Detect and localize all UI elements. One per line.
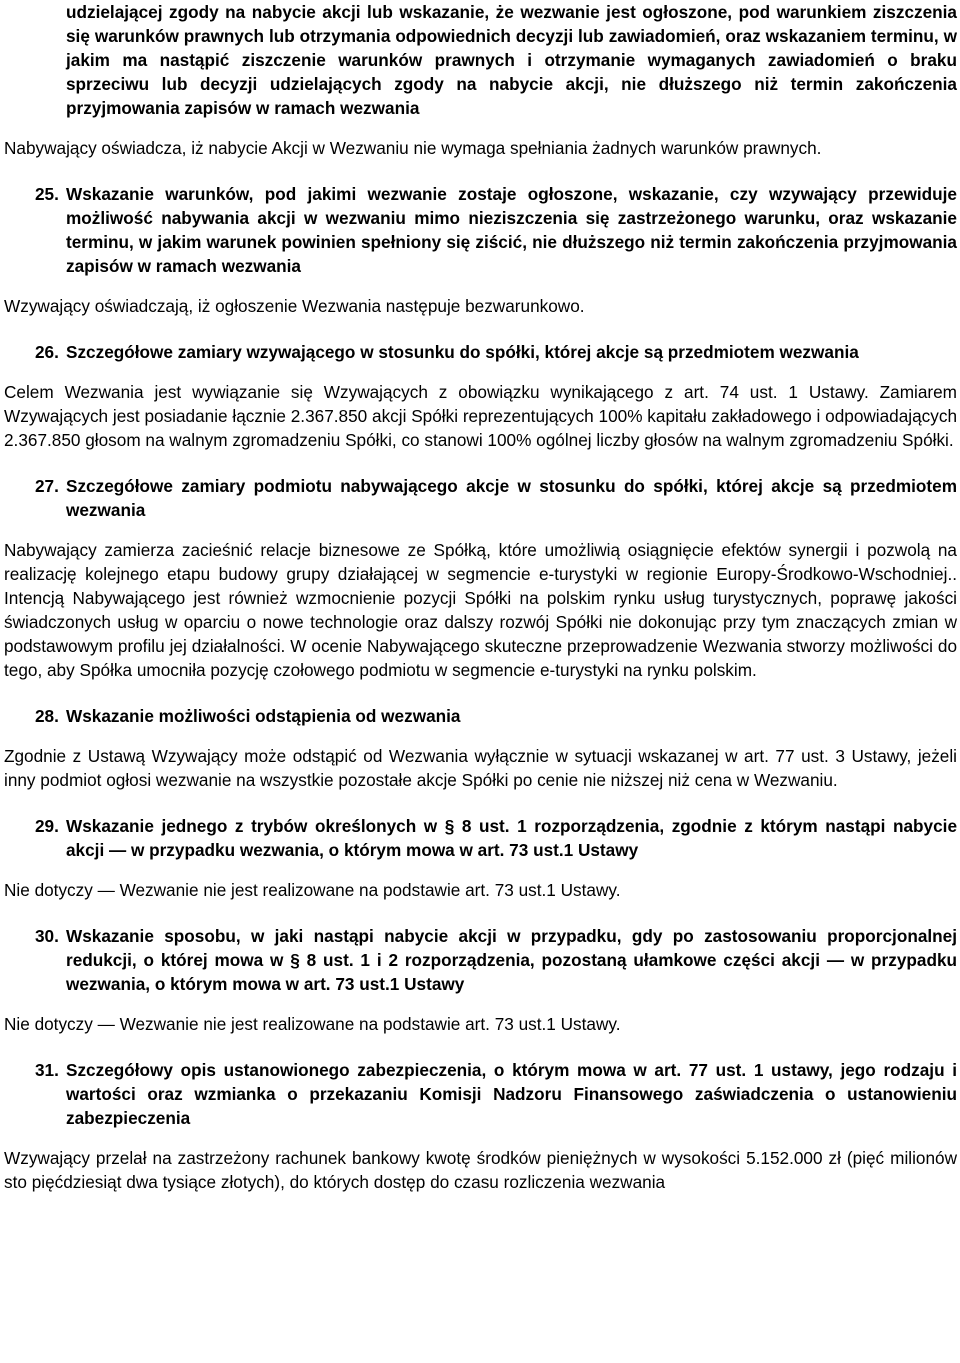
section-body: Wzywający przelał na zastrzeżony rachunek bankowy kwotę środków pieniężnych w wysokości 5.152.000 zł (pięć milionów sto pięćdziesiąt dwa tysiące złotych), do których dostęp do czasu rozliczenia wezwania <box>4 1148 957 1192</box>
document-page <box>4 0 957 1194</box>
section-heading: Wskazanie jednego z trybów określonych w § 8 ust. 1 rozporządzenia, zgodnie z którym nastąpi nabycie akcji — w przypadku wezwania, o którym mowa w art. 73 ust.1 Ustawy <box>66 816 957 860</box>
intro-answer-text: Nabywający oświadcza, iż nabycie Akcji w Wezwaniu nie wymaga spełniania żadnych warunków prawnych. <box>4 138 822 158</box>
section-30 <box>4 924 957 1036</box>
section-number: 25. <box>35 184 59 204</box>
section-heading: Wskazanie sposobu, w jaki nastąpi nabycie akcji w przypadku, gdy po zastosowaniu proporcjonalnej redukcji, o której mowa w § 8 ust. 1 i 2 rozporządzenia, pozostaną ułamkowe części akcji — w przypadku wezwania, o którym mowa w art. 73 ust.1 Ustawy <box>66 926 957 994</box>
section-number: 28. <box>35 706 59 726</box>
intro-condition-text: udzielającej zgody na nabycie akcji lub wskazanie, że wezwanie jest ogłoszone, pod warunkiem ziszczenia się warunków prawnych lub otrzymania odpowiednich decyzji lub zawiadomień, oraz wskazaniem terminu, w jakim ma nastąpić ziszczenie warunków prawnych i otrzymanie wymaganych zawiadomień o braku sprzeciwu lub decyzji udzielających zgody na nabycie akcji, nie dłuższego niż termin zakończenia przyjmowania zapisów w ramach wezwania <box>66 2 957 118</box>
section-heading: Wskazanie możliwości odstąpienia od wezwania <box>66 706 461 726</box>
section-body: Zgodnie z Ustawą Wzywający może odstąpić od Wezwania wyłącznie w sytuacji wskazanej w art. 77 ust. 3 Ustawy, jeżeli inny podmiot ogłosi wezwanie na wszystkie pozostałe akcje Spółki po cenie nie niższej niż cena w Wezwaniu. <box>4 746 957 790</box>
section-number: 26. <box>35 342 59 362</box>
section-body: Nabywający zamierza zacieśnić relacje biznesowe ze Spółką, które umożliwią osiągnięcie efektów synergii i pozwolą na realizację kolejnego etapu budowy grupy działającej w segmencie e-turystyki w regionie Europy-Środkowo-Wschodniej.. Intencją Nabywającego jest również wzmocnienie pozycji Spółki na polskim rynku usług turystycznych, poprawę jakości świadczonych usług w oparciu o nowe technologie oraz dalszy rozwój Spółki nie dokonując przy tym znaczących zmian w podstawowym profilu jej działalności. W ocenie Nabywającego skuteczne przeprowadzenie Wezwania stworzy możliwości do tego, aby Spółka umocniła pozycję czołowego podmiotu w segmencie e-turystyki na rynku polskim. <box>4 540 957 680</box>
section-heading: Szczegółowe zamiary wzywającego w stosunku do spółki, której akcje są przedmiotem wezwania <box>66 342 859 362</box>
section-26 <box>4 340 957 452</box>
section-27 <box>4 474 957 682</box>
section-heading: Wskazanie warunków, pod jakimi wezwanie zostaje ogłoszone, wskazanie, czy wzywający przewiduje możliwość nabywania akcji w wezwaniu mimo nieziszczenia się zastrzeżonego warunku, oraz wskazanie terminu, w jakim warunek powinien spełniony się ziścić, nie dłuższego niż termin zakończenia przyjmowania zapisów w ramach wezwania <box>66 184 957 276</box>
section-body: Wzywający oświadczają, iż ogłoszenie Wezwania następuje bezwarunkowo. <box>4 296 585 316</box>
section-29 <box>4 814 957 902</box>
section-heading: Szczegółowy opis ustanowionego zabezpieczenia, o którym mowa w art. 77 ust. 1 ustawy, jego rodzaju i wartości oraz wzmianka o przekazaniu Komisji Nadzoru Finansowego zaświadczenia o ustanowieniu zabezpieczenia <box>66 1060 957 1128</box>
section-heading: Szczegółowe zamiary podmiotu nabywającego akcje w stosunku do spółki, której akcje są przedmiotem wezwania <box>66 476 957 520</box>
section-number: 29. <box>35 816 59 836</box>
section-body: Nie dotyczy — Wezwanie nie jest realizowane na podstawie art. 73 ust.1 Ustawy. <box>4 1014 621 1034</box>
section-number: 30. <box>35 926 59 946</box>
section-31 <box>4 1058 957 1194</box>
section-number: 31. <box>35 1060 59 1080</box>
section-number: 27. <box>35 476 59 496</box>
section-28 <box>4 704 957 792</box>
section-body: Nie dotyczy — Wezwanie nie jest realizowane na podstawie art. 73 ust.1 Ustawy. <box>4 880 621 900</box>
section-25 <box>4 182 957 318</box>
section-body: Celem Wezwania jest wywiązanie się Wzywających z obowiązku wynikającego z art. 74 ust. 1 Ustawy. Zamiarem Wzywających jest posiadanie łącznie 2.367.850 akcji Spółki reprezentujących 100% kapitału zakładowego i odpowiadających 2.367.850 głosom na walnym zgromadzeniu Spółki, co stanowi 100% ogólnej liczby głosów na walnym zgromadzeniu Spółki. <box>4 382 957 450</box>
